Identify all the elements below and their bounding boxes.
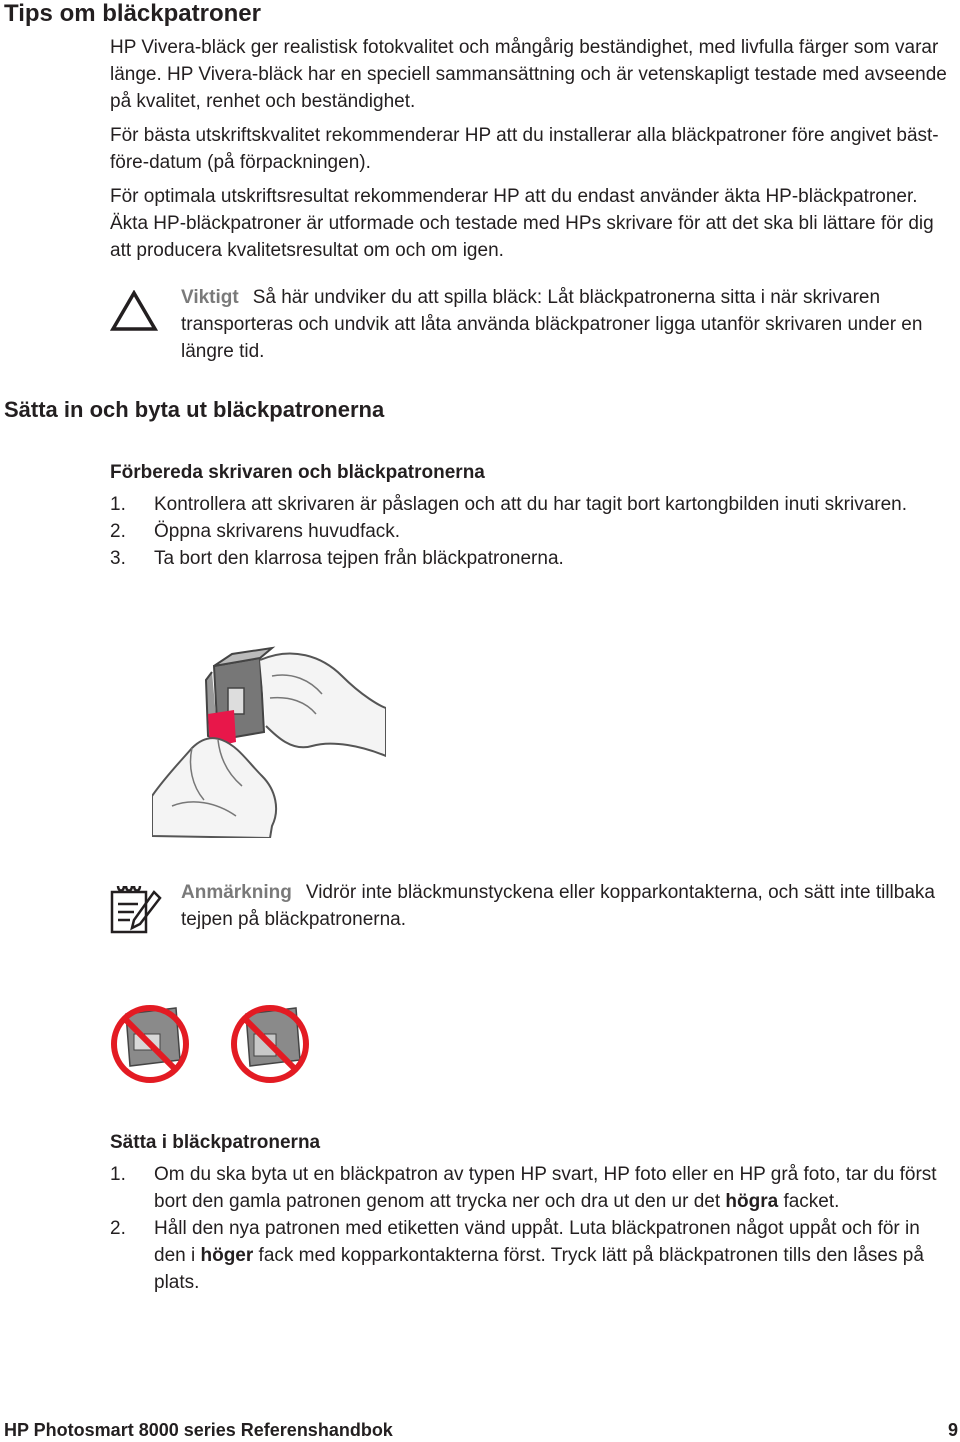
insert-step-2: 2. Håll den nya patronen med etiketten vänd uppåt. Luta bläckpatronen något uppåt och för in den i höger fack med kopparkontakterna först. Tryck lätt på bläckpatronen tills den låses på plats. (110, 1218, 924, 1293)
tips-paragraph-1: HP Vivera-bläck ger realistisk fotokvalitet och mångårig beständighet, med livfulla färger som varar länge. HP Vivera-bläck har en speciell sammansättning och är vetenskapligt testade med avseende på kvalitet, renhet och beständighet. (110, 37, 947, 112)
tips-paragraph-2: För bästa utskriftskvalitet rekommenderar HP att du installerar alla bläckpatroner före angivet bäst-före-datum (på förpackningen). (110, 125, 939, 173)
note-label: Anmärkning (181, 882, 292, 903)
insert-heading: Sätta i bläckpatronerna (110, 1132, 321, 1153)
prepare-step-3: 3. Ta bort den klarrosa tejpen från bläckpatronerna. (110, 548, 564, 569)
page-number: 9 (947, 1420, 958, 1440)
important-label: Viktigt (181, 287, 239, 308)
prepare-step-1: 1. Kontrollera att skrivaren är påslagen och att du har tagit bort kartongbilden inuti skrivaren. (110, 494, 908, 515)
insert-steps (110, 1161, 955, 1296)
footer-title: HP Photosmart 8000 series Referenshandbok (4, 1420, 393, 1440)
note-text: Vidrör inte bläckmunstyckena eller kopparkontakterna, och sätt inte tillbaka tejpen på bläckpatronerna. (181, 882, 935, 930)
prepare-step-2: 2. Öppna skrivarens huvudfack. (110, 521, 401, 542)
prepare-steps (110, 491, 940, 572)
insert-step-1: 1. Om du ska byta ut en bläckpatron av typen HP svart, HP foto eller en HP grå foto, tar du först bort den gamla patronen genom att trycka ner och dra ut den ur det högra facket. (110, 1164, 937, 1212)
page-title: Tips om bläckpatroner (4, 0, 261, 27)
tips-section (110, 34, 955, 264)
important-note (181, 284, 956, 365)
important-text: Så här undviker du att spilla bläck: Låt bläckpatronerna sitta i när skrivaren transporteras och undvik att låta använda bläckpatroner ligga utanför skrivaren under en längre tid. (181, 287, 923, 362)
prepare-heading: Förbereda skrivaren och bläckpatronerna (110, 462, 485, 483)
warning-triangle-icon (110, 290, 158, 332)
section-heading: Sätta in och byta ut bläckpatronerna (4, 397, 385, 422)
remove-tape-illustration (152, 636, 386, 838)
note-pencil-icon (108, 882, 162, 936)
do-not-touch-illustration (108, 978, 314, 1090)
note-block (181, 879, 956, 933)
tips-paragraph-3: För optimala utskriftsresultat rekommenderar HP att du endast använder äkta HP-bläckpatroner. Äkta HP-bläckpatroner är utformade och testade med HPs skrivare för att det ska bli lättare för dig att producera kvalitetsresultat om och om igen. (110, 186, 934, 261)
